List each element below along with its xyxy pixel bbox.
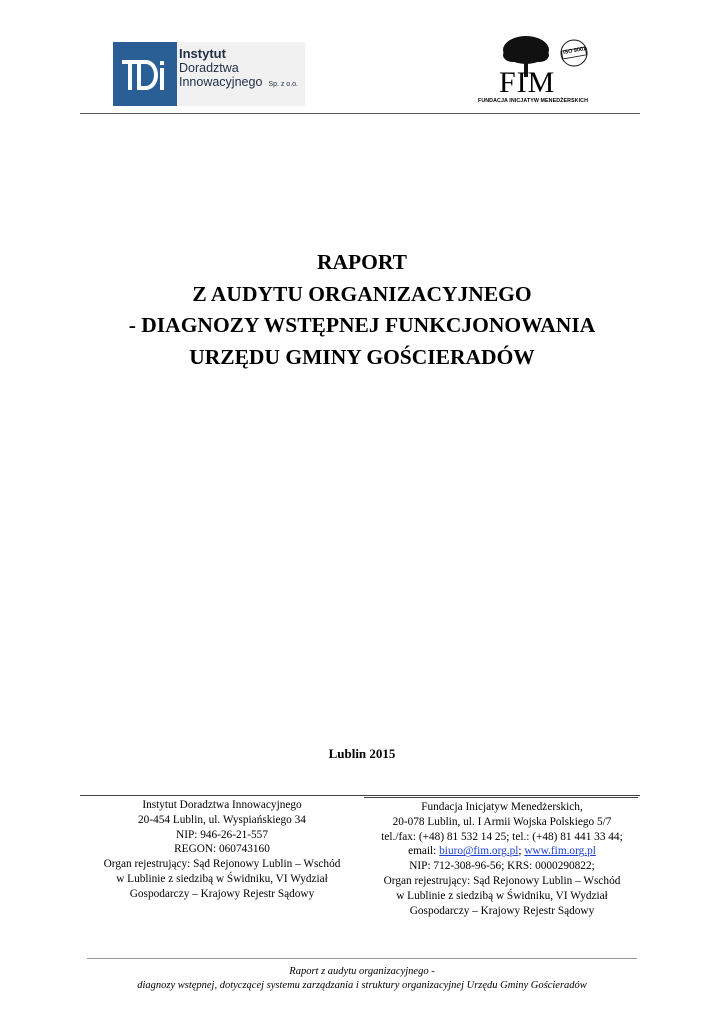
fim-address-line: tel./fax: (+48) 81 532 14 25; tel.: (+48) 81 441 33 44; (381, 830, 623, 843)
fim-logo-subtitle: FUNDACJA INICJATYW MENEDŻERSKICH (477, 98, 589, 104)
footnote-line-2: diagnozy wstępnej, dotyczącej systemu zarządzania i struktury organizacyjnej Urzędu Gminy Gościeradów (137, 980, 587, 991)
title-line-1: RAPORT (316, 250, 408, 274)
fim-logo (463, 35, 603, 110)
title-line-2: Z AUDYTU ORGANIZACYJNEGO (192, 281, 532, 306)
fim-contact-line (362, 844, 642, 859)
fim-logo-word: FIM (499, 66, 556, 99)
fim-address-line: Fundacja Inicjatyw Menedżerskich, (421, 801, 583, 813)
title-line-3: - DIAGNOZY WSTĘPNEJ FUNKCJONOWANIA (128, 313, 596, 337)
fim-address-line: NIP: 712-308-96-56; KRS: 0000290822; (409, 860, 595, 873)
idi-logo-text (179, 47, 298, 92)
iso-badge-label: ISO 9001 (562, 46, 587, 56)
idi-logo (113, 42, 305, 106)
fim-address-block (362, 800, 642, 918)
idi-logo-suffix: Sp. z o.o. (268, 81, 298, 88)
footnote-divider (87, 958, 637, 959)
email-link[interactable]: biuro@fim.org.pl (439, 845, 519, 858)
fim-address-line: w Lublinie z siedzibą w Świdniku, VI Wydział (396, 889, 608, 902)
idi-logo-mark-icon (113, 42, 177, 106)
idi-address-line: 20-454 Lublin, ul. Wyspiańskiego 34 (138, 813, 306, 826)
fim-address-line: 20-078 Lublin, ul. I Armii Wojska Polskiego 5/7 (392, 815, 612, 828)
idi-logo-line1: Instytut (179, 46, 226, 61)
idi-address-line: w Lublinie z siedzibą w Świdniku, VI Wydział (116, 872, 328, 885)
idi-logo-line2: Doradztwa (179, 61, 239, 75)
title-line-4: URZĘDU GMINY GOŚCIERADÓW (189, 344, 535, 369)
idi-address-block (80, 798, 364, 902)
website-link[interactable]: www.fim.org.pl (524, 845, 596, 858)
idi-address-line: Instytut Doradztwa Innowacyjnego (142, 799, 302, 811)
footnote-line-1: Raport z audytu organizacyjnego - (289, 966, 435, 977)
fim-address-line: Organ rejestrujący: Sąd Rejonowy Lublin – Wschód (383, 874, 621, 887)
report-title (62, 247, 662, 373)
header-divider (80, 113, 640, 114)
fim-address-line: Gospodarczy – Krajowy Rejestr Sądowy (409, 904, 595, 917)
idi-address-line: Gospodarczy – Krajowy Rejestr Sądowy (129, 887, 315, 900)
place-and-date: Lublin 2015 (328, 746, 396, 761)
footer-divider-right (364, 797, 638, 798)
idi-address-line: Organ rejestrujący: Sąd Rejonowy Lublin – Wschód (103, 858, 341, 871)
idi-logo-line3: Innowacyjnego (179, 75, 263, 89)
page-footnote (62, 965, 662, 993)
idi-address-line: NIP: 946-26-21-557 (176, 828, 268, 841)
idi-address-line: REGON: 060743160 (174, 843, 270, 856)
footer-divider (80, 795, 640, 796)
email-prefix: email: (408, 845, 440, 858)
link-separator: ; (518, 845, 525, 858)
iso-badge-icon (559, 38, 589, 68)
